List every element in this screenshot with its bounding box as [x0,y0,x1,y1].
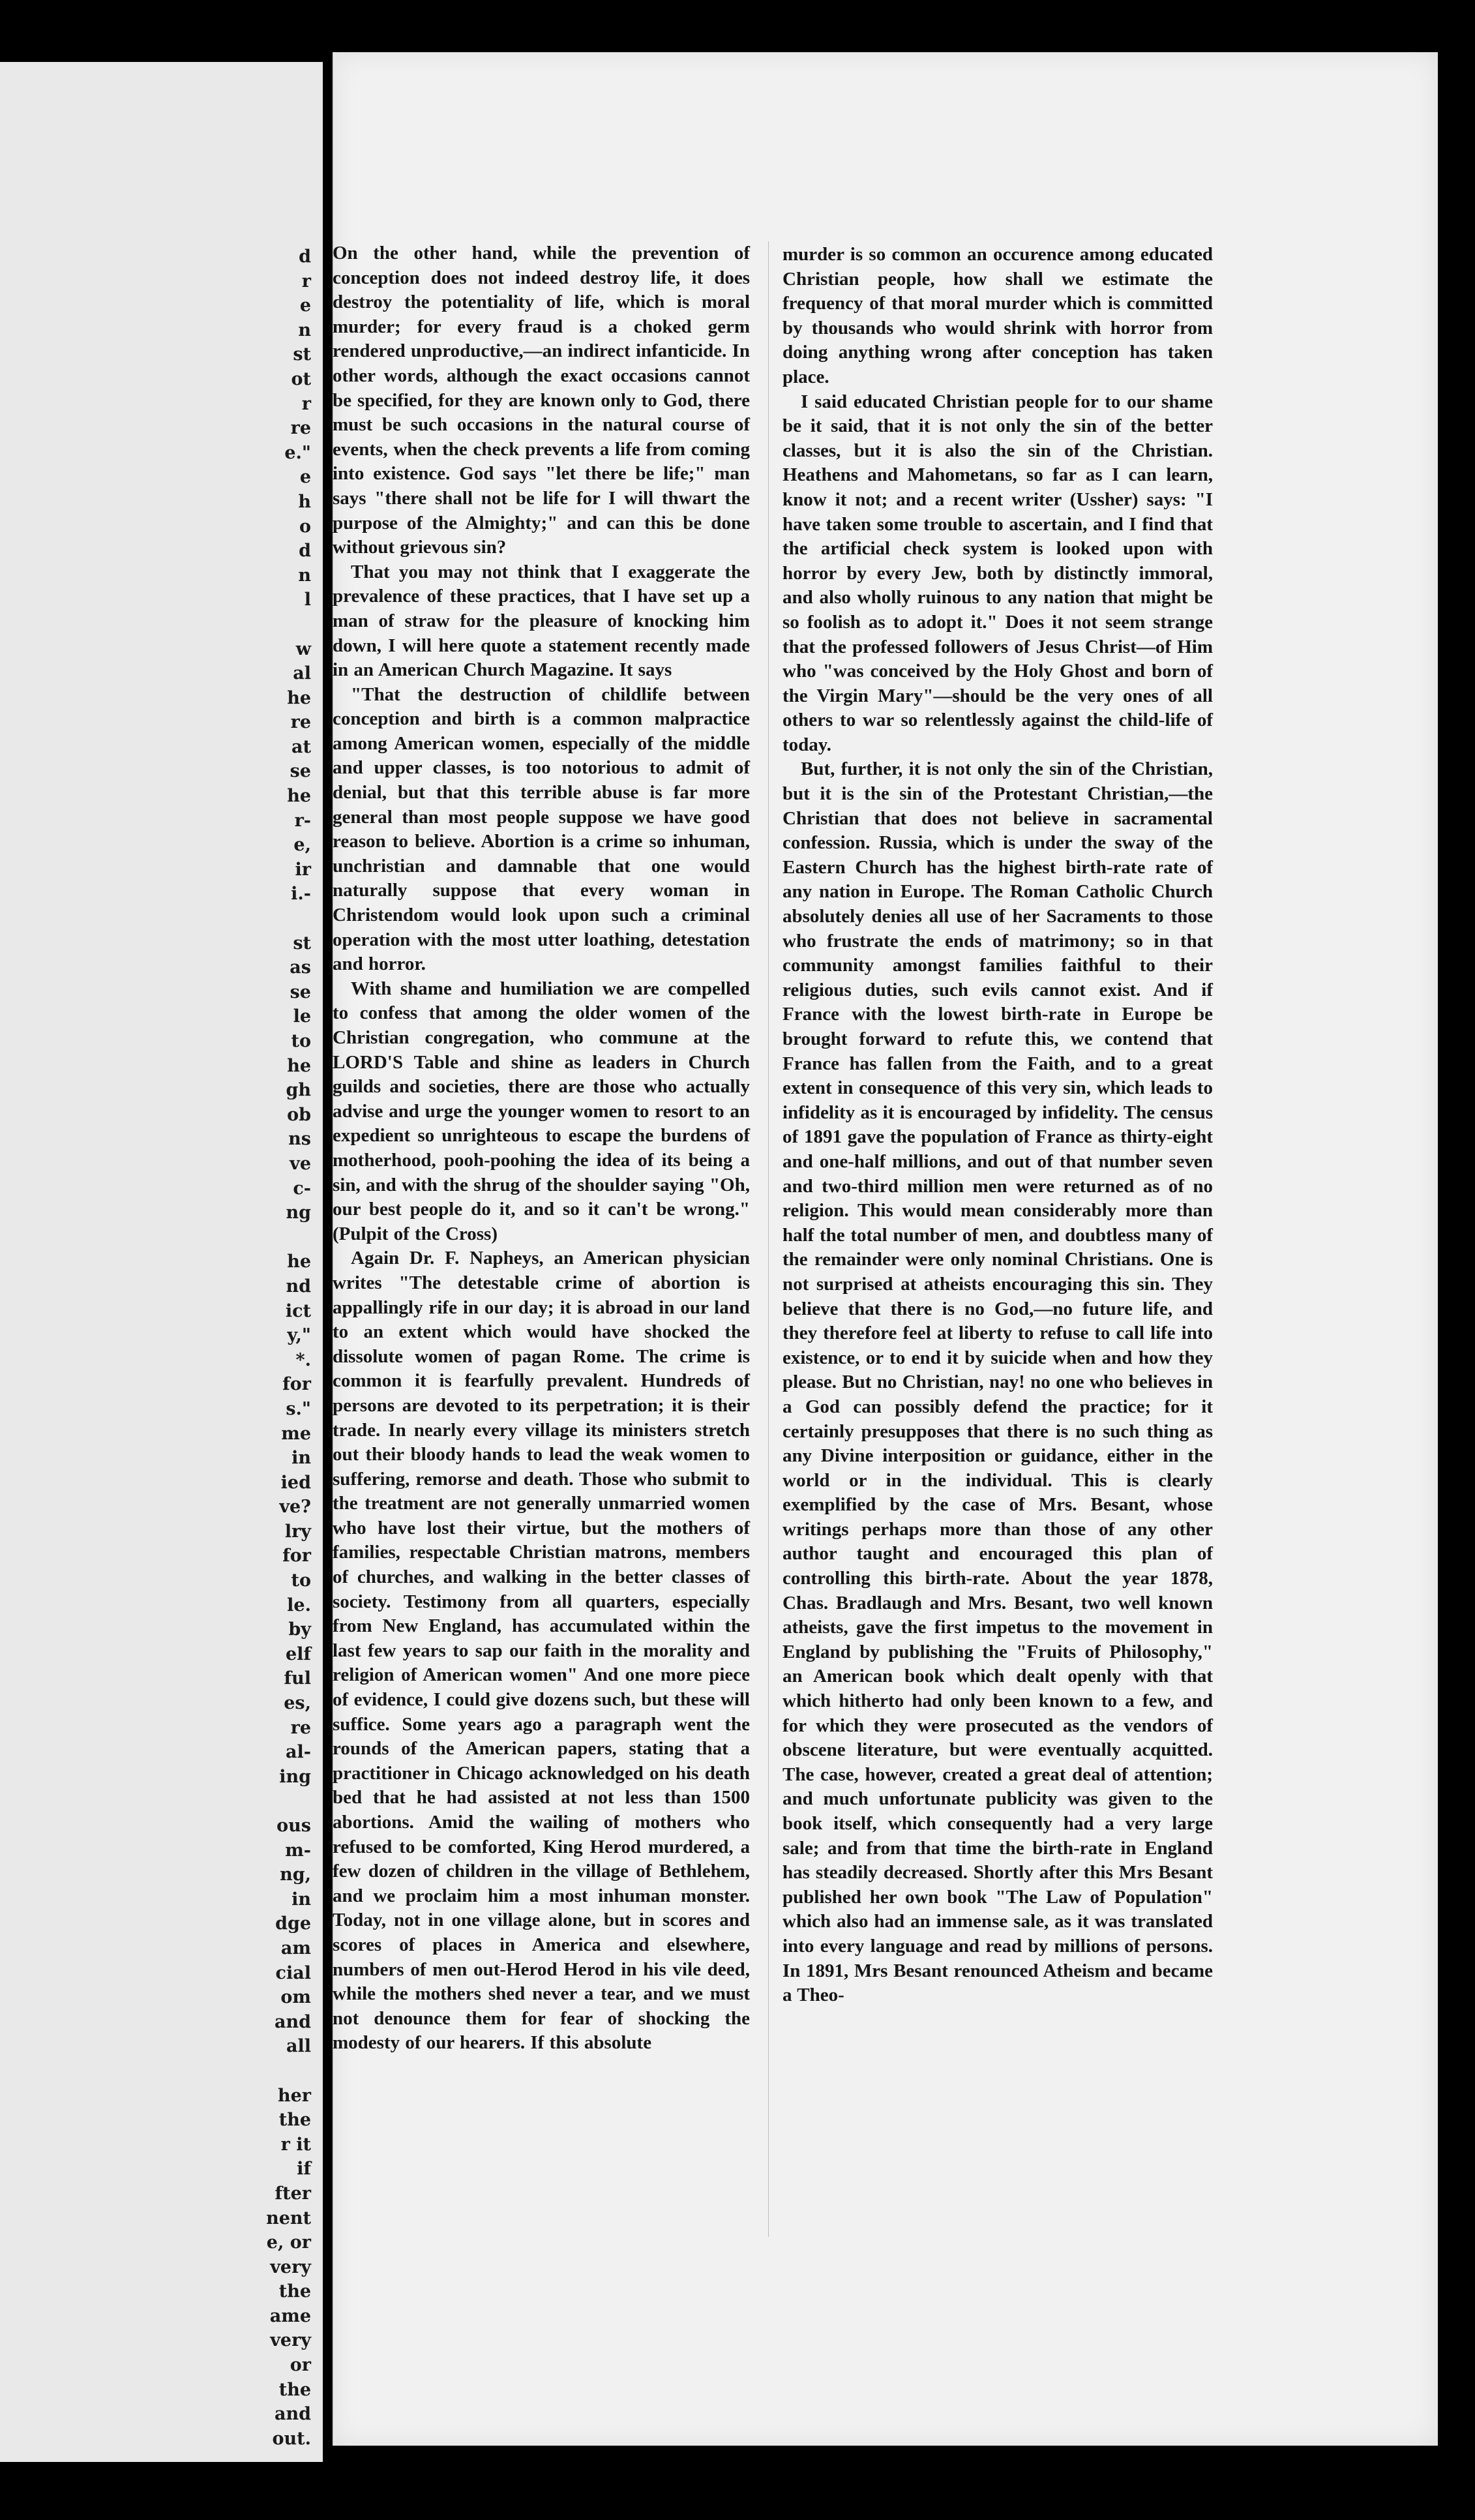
adjacent-page-fragment: he [287,1252,311,1272]
adjacent-page-fragment: he [287,687,311,708]
adjacent-page-fragment: out. [272,2428,311,2449]
adjacent-page-fragment: o [299,516,311,537]
adjacent-page-fragment: s." [286,1398,311,1419]
paragraph-educated-christian-people: I said educated Christian people for to our shame be it said, that it is not only the sin of the better classes, but it is also the sin of the Christian. Heathens and Mahometans, so far as I can learn, know it not; and a recent writer (Ussher) says: "I have taken some trouble to ascertain, and I find that the artificial check system is looked upon with horror by every Jew, both by distinctly immoral, and also wholly ruinous to any nation that might be so foolish as to adopt it." Does it not seem strange that the professed followers of Jesus Christ—of Him who "was conceived by the Holy Ghost and born of the Virgin Mary"—should be the very ones of all others to war so relentlessly against the child-life of today. [782,391,1213,755]
adjacent-page-fragment: ict [285,1300,311,1321]
adjacent-page-fragment: m- [285,1840,311,1861]
adjacent-page-fragment [259,907,311,931]
adjacent-page-fragment: ot [291,368,311,389]
adjacent-page-fragment: e [299,295,311,316]
adjacent-page-fragment: ous [276,1816,311,1836]
adjacent-page-fragment [259,612,311,637]
paragraph-murder-continued: murder is so common an occurence among educated Christian people, how shall we estimate the frequency of that moral murder which is committed by thousands who would shrink with horror from doing anything wrong after conception has taken place. [782,244,1213,387]
adjacent-page-fragment: nd [286,1276,311,1297]
paragraph-prevalence-intro: That you may not think that I exaggerate the prevalence of these practices, that I have set up a man of straw for the pleasure of knocking him down, I will here quote a statement recently made in an American Church Magazine. It says [333,561,750,681]
paragraph-shame-and-humiliation: With shame and humiliation we are compelled to confess that among the older women of the Christian congregation, who commune at the LORD'S Table and shine as leaders in Church guilds and societies, there are those who actually advise and urge the younger women to resort to an expedient so unrighteous to escape the burdens of motherhood, pooh-poohing the idea of its being a sin, and with the shrug of the shoulder saying "Oh, our best people do it, and so it can't be wrong." (Pulpit of the Cross) [333,978,750,1244]
adjacent-page-fragment: re [290,418,311,439]
adjacent-page-fragment: e, [293,835,311,856]
adjacent-page-fragment: e." [284,442,311,463]
paragraph-prevention-of-conception: On the other hand, while the prevention of conception does not indeed destroy life, it does destroy the potentiality of life, which is moral murder; for every fraud is a choked germ rendered unproductive,—an indirect infanticide. In other words, although the exact occasions cannot be specified, for they are known only to God, there must be such occasions in the natural course of events, when the check prevents a life from coming into existence. God says "let there be life;" man says "there shall not be life for I will thwart the purpose of the Almighty;" and can this be done without grievous sin? [333,243,750,558]
adjacent-page-fragment: nent [266,2208,311,2228]
adjacent-page-fragment: the [278,2379,311,2400]
adjacent-page-fragment: w [295,638,311,659]
paragraph-dr-napheys: Again Dr. F. Napheys, an American physician writes "The detestable crime of abortion is appallingly rife in our day; it is abroad in our land to an extent which would have shocked the dissolute women of pagan Rome. The crime is common it is fearfully prevalent. Hundreds of persons are devoted to its perpetration; it is their trade. In nearly every village its ministers stretch out their bloody hands to lead the weak women to suffering, remorse and death. Those who submit to the treatment are not generally unmarried women who have lost their virtue, but the mothers of families, respectable Christian matrons, members of churches, and walking in the better classes of society. Testimony from all quarters, especially from New England, has accumulated within the last few years to sap our faith in the morality and religion of American women" And one more piece of evidence, I could give dozens such, but these will suffice. Some years ago a paragraph went the rounds of the American papers, stating that a practitioner in Chicago acknowledged on his death bed that he had assisted at not less than 1500 abortions. Amid the wailing of mothers who refused to be comforted, King Herod murdered, a few dozen of children in the village of Bethlehem, and we proclaim him a most inhuman monster. Today, not in one village alone, but in scores and scores of places in America and elsewhere, numbers of men out-Herod Herod in his vile deed, while the mothers shed never a tear, and we must not denounce them for fear of shocking the modesty of our hearers. If this absolute [333,1248,750,2054]
adjacent-page-fragment: y," [287,1325,311,1346]
adjacent-page-fragment: ng, [280,1865,311,1885]
adjacent-page-fragment: me [281,1423,311,1444]
adjacent-page-fragment: by [288,1619,311,1640]
adjacent-page-fragment: very [270,2330,311,2351]
adjacent-page-fragment: ve? [279,1497,311,1518]
paragraph-protestant-christian: But, further, it is not only the sin of the Christian, but it is the sin of the Protestant Christian,—the Christian that does not believe in sacramental confession. Russia, which is under the sway of the Eastern Church has the highest birth-rate rate of any nation in Europe. The Roman Catholic Church absolutely denies all use of her Sacraments to those who frustrate the ends of matrimony; so in that community amongst families faithful to their religious duties, such evils cannot exist. And if France with the lowest birth-rate in Europe be brought forward to refute this, we contend that France has fallen from the Faith, and to a great extent in consequence of this very sin, which leads to infidelity as it is encouraged by infidelity. The census of 1891 gave the population of France as thirty-eight and one-half millions, and out of that number seven and two-third million men were returned as of no religion. This would mean considerably more than half the total number of men, and doubtless many of the remainder were only nominal Christians. One is not surprised at atheists encouraging this sin. They believe that there is no God,—no future life, and they therefore feel at liberty to refuse to call life into existence, or to end it by suicide when and how they please. But no Christian, nay! no one who believes in a God can possibly defend the practice; for it certainly presupposes that there is no such thing as any Divine interposition or guidance, either in the world or in the individual. This is clearly exemplified by the case of Mrs. Besant, whose writings perhaps more than those of any other author taught and encouraged this plan of controlling this birth-rate. About the year 1878, Chas. Bradlaugh and Mrs. Besant, two well known atheists, gave the first impetus to the movement in England by publishing the "Fruits of Philosophy," an American book which dealt openly with that which hitherto had only been known to a few, and for which they were prosecuted as the vendors of obscene literature, but were eventually acquitted. The case, however, created a great deal of attention; and much unfortunate publicity was given to the book itself, which consequently had a very large sale; and from that time the birth-rate in England has steadily decreased. Shortly after this Mrs Besant published her own book "The Law of Population" which also had an immense sale, as it was translated into every language and read by millions of persons. In 1891, Mrs Besant renounced Atheism and became a Theo- [782,758,1213,2006]
adjacent-page-fragment: or [290,2355,311,2376]
adjacent-page-fragment: if [297,2159,311,2180]
adjacent-page-fragment: st [293,933,311,953]
adjacent-page-fragment: ir [295,859,311,880]
adjacent-page-fragment: e [299,467,311,488]
adjacent-page-fragment: in [291,1448,311,1469]
adjacent-page-fragment: om [280,1987,311,2008]
adjacent-page-fragment: cial [275,1962,311,1983]
adjacent-page-fragment: r- [294,810,311,831]
adjacent-page-fragment: very [270,2257,311,2277]
adjacent-page-fragment: r [301,393,311,414]
adjacent-page-fragment: for [282,1546,311,1567]
adjacent-page-fragment: her [277,2085,311,2106]
adjacent-page-fragment: i.- [291,884,311,905]
adjacent-page-fragment: ame [269,2305,311,2326]
adjacent-page-fragment: d [299,247,311,267]
adjacent-page-fragment: ns [288,1129,311,1150]
adjacent-page-fragment: in [291,1889,311,1910]
adjacent-page-fragment: r [301,271,311,292]
adjacent-page-fragment: st [293,344,311,365]
adjacent-page-fragment [259,1789,311,1814]
adjacent-page-fragment: he [287,1055,311,1076]
paragraph-church-magazine-quote: "That the destruction of childlife between conception and birth is a common malpractice among American women, especially of the middle and upper classes, is too notorious to admit of denial, but that this terrible abuse is far more general than most people suppose we have good reason to believe. Abortion is a crime so inhuman, unchristian and damnable that one would naturally suppose that every woman in Christendom would look upon such a criminal operation with the most utter loathing, detestation and horror. [333,683,750,975]
adjacent-page-fragment: at [291,736,311,757]
adjacent-page-fragment: and [274,2011,311,2032]
adjacent-page-fragment: dge [275,1913,311,1934]
adjacent-page-fragment [259,2059,311,2084]
adjacent-page-fragment: se [290,982,311,1002]
adjacent-page-fragment: ied [280,1472,311,1493]
adjacent-page-fragment: ful [284,1668,311,1689]
adjacent-page-fragment: ve [290,1153,311,1174]
adjacent-page-fragment: le. [287,1595,311,1615]
left-text-column [333,241,750,2056]
adjacent-page-fragment: the [278,2110,311,2131]
adjacent-page-fragment: the [278,2281,311,2302]
adjacent-page-fragment: es, [284,1693,311,1714]
adjacent-page-fragment: l [304,590,311,610]
adjacent-page-fragment [259,1225,311,1250]
adjacent-page-fragment: ing [279,1766,311,1787]
adjacent-page-text-fragments [259,245,311,2451]
adjacent-page-fragment: and [274,2404,311,2425]
adjacent-page-fragment: for [282,1374,311,1395]
adjacent-page-fragment: h [298,491,311,512]
adjacent-page-strip [0,62,323,2462]
adjacent-page-fragment: al [293,663,311,684]
adjacent-page-fragment: re [290,1717,311,1738]
adjacent-page-fragment: al- [286,1742,311,1763]
adjacent-page-fragment: r it [280,2134,311,2155]
adjacent-page-fragment: lry [284,1521,311,1542]
adjacent-page-fragment: gh [286,1080,311,1101]
adjacent-page-fragment: ng [286,1203,311,1223]
adjacent-page-fragment: c- [293,1178,311,1199]
adjacent-page-fragment: re [290,712,311,733]
adjacent-page-fragment: to [291,1031,311,1051]
adjacent-page-fragment: d [299,541,311,562]
adjacent-page-fragment: ob [287,1104,311,1125]
adjacent-page-fragment: all [286,2036,311,2057]
adjacent-page-fragment: *. [295,1349,311,1370]
adjacent-page-fragment: le [293,1006,311,1027]
adjacent-page-fragment: e, or [266,2232,311,2253]
adjacent-page-fragment: n [298,320,311,340]
adjacent-page-fragment: n [298,565,311,586]
column-divider [768,241,769,2237]
adjacent-page-fragment: am [280,1938,311,1958]
adjacent-page-fragment: he [287,786,311,807]
adjacent-page-fragment: to [291,1570,311,1591]
adjacent-page-fragment: se [290,761,311,782]
adjacent-page-fragment: elf [285,1643,311,1664]
adjacent-page-fragment: as [290,957,311,978]
right-text-column [782,243,1213,2008]
adjacent-page-fragment: fter [275,2183,311,2204]
